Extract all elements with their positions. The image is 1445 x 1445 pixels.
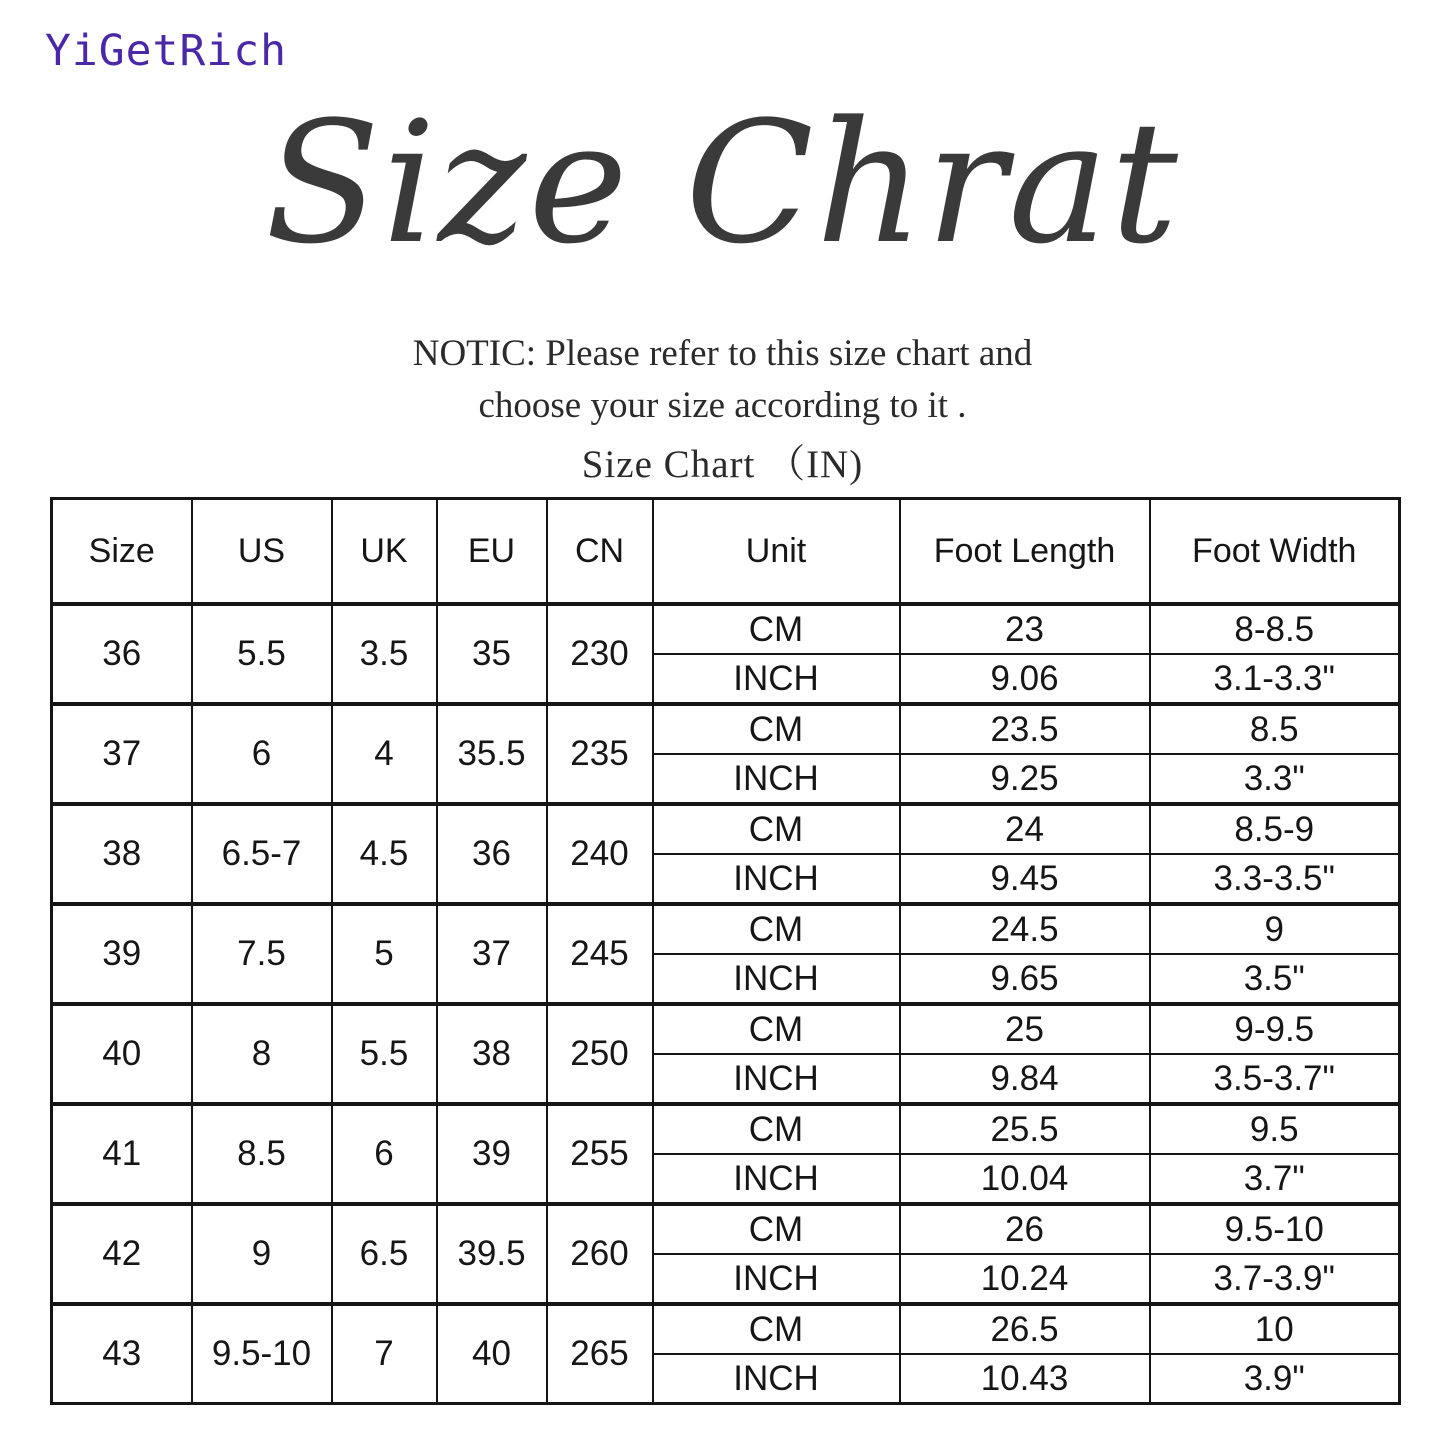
foot-width-cell: 9.5 <box>1150 1104 1400 1154</box>
size-cell: 37 <box>52 704 192 804</box>
table-row-size-43-cm <box>52 1304 1400 1354</box>
foot-length-cell: 23.5 <box>900 704 1150 754</box>
uk-cell: 4 <box>332 704 437 804</box>
uk-cell: 5 <box>332 904 437 1004</box>
unit-cell: CM <box>653 1304 900 1354</box>
table-row-size-37-cm <box>52 704 1400 754</box>
header-unit: Unit <box>653 499 900 605</box>
eu-cell: 35 <box>437 604 547 704</box>
foot-width-cell: 9 <box>1150 904 1400 954</box>
table-row-size-36-cm <box>52 604 1400 654</box>
uk-cell: 3.5 <box>332 604 437 704</box>
foot-length-cell: 9.65 <box>900 954 1150 1004</box>
foot-length-cell: 9.06 <box>900 654 1150 704</box>
uk-cell: 4.5 <box>332 804 437 904</box>
size-table <box>50 497 1401 1405</box>
header-cn: CN <box>547 499 653 605</box>
foot-length-cell: 9.84 <box>900 1054 1150 1104</box>
foot-length-cell: 25 <box>900 1004 1150 1054</box>
foot-width-cell: 8.5 <box>1150 704 1400 754</box>
foot-width-cell: 8-8.5 <box>1150 604 1400 654</box>
unit-cell: INCH <box>653 654 900 704</box>
size-cell: 42 <box>52 1204 192 1304</box>
eu-cell: 39 <box>437 1104 547 1204</box>
us-cell: 6 <box>192 704 332 804</box>
cn-cell: 250 <box>547 1004 653 1104</box>
us-cell: 9.5-10 <box>192 1304 332 1404</box>
table-header-row <box>52 499 1400 605</box>
cn-cell: 240 <box>547 804 653 904</box>
cn-cell: 260 <box>547 1204 653 1304</box>
uk-cell: 5.5 <box>332 1004 437 1104</box>
us-cell: 6.5-7 <box>192 804 332 904</box>
cn-cell: 265 <box>547 1304 653 1404</box>
foot-width-cell: 9.5-10 <box>1150 1204 1400 1254</box>
unit-cell: INCH <box>653 1154 900 1204</box>
header-uk: UK <box>332 499 437 605</box>
size-cell: 36 <box>52 604 192 704</box>
notice-line-1: NOTIC: Please refer to this size chart and <box>412 333 1033 374</box>
cn-cell: 235 <box>547 704 653 804</box>
size-cell: 39 <box>52 904 192 1004</box>
unit-cell: CM <box>653 604 900 654</box>
us-cell: 9 <box>192 1204 332 1304</box>
foot-width-cell: 10 <box>1150 1304 1400 1354</box>
table-row-size-41-cm <box>52 1104 1400 1154</box>
eu-cell: 37 <box>437 904 547 1004</box>
notice-line-2: choose your size according to it . <box>478 385 967 426</box>
cn-cell: 230 <box>547 604 653 704</box>
foot-width-cell: 3.5" <box>1150 954 1400 1004</box>
uk-cell: 7 <box>332 1304 437 1404</box>
eu-cell: 40 <box>437 1304 547 1404</box>
header-foot-width: Foot Width <box>1150 499 1400 605</box>
cn-cell: 245 <box>547 904 653 1004</box>
eu-cell: 35.5 <box>437 704 547 804</box>
foot-width-cell: 3.5-3.7" <box>1150 1054 1400 1104</box>
foot-width-cell: 3.3" <box>1150 754 1400 804</box>
foot-width-cell: 8.5-9 <box>1150 804 1400 854</box>
notice <box>0 328 1445 432</box>
us-cell: 7.5 <box>192 904 332 1004</box>
header-size: Size <box>52 499 192 605</box>
table-row-size-42-cm <box>52 1204 1400 1254</box>
foot-length-cell: 24 <box>900 804 1150 854</box>
header-us: US <box>192 499 332 605</box>
foot-length-cell: 10.04 <box>900 1154 1150 1204</box>
table-subtitle: Size Chart （IN) <box>581 443 864 486</box>
uk-cell: 6.5 <box>332 1204 437 1304</box>
foot-width-cell: 3.1-3.3" <box>1150 654 1400 704</box>
uk-cell: 6 <box>332 1104 437 1204</box>
us-cell: 8.5 <box>192 1104 332 1204</box>
foot-length-cell: 23 <box>900 604 1150 654</box>
table-row-size-40-cm <box>52 1004 1400 1054</box>
table-row-size-38-cm <box>52 804 1400 854</box>
unit-cell: CM <box>653 704 900 754</box>
foot-length-cell: 26.5 <box>900 1304 1150 1354</box>
cn-cell: 255 <box>547 1104 653 1204</box>
eu-cell: 38 <box>437 1004 547 1104</box>
unit-cell: CM <box>653 804 900 854</box>
unit-cell: CM <box>653 1104 900 1154</box>
foot-length-cell: 10.24 <box>900 1254 1150 1304</box>
table-row-size-39-cm <box>52 904 1400 954</box>
foot-length-cell: 10.43 <box>900 1354 1150 1404</box>
foot-width-cell: 3.9" <box>1150 1354 1400 1404</box>
us-cell: 5.5 <box>192 604 332 704</box>
foot-width-cell: 3.7" <box>1150 1154 1400 1204</box>
unit-cell: INCH <box>653 754 900 804</box>
eu-cell: 36 <box>437 804 547 904</box>
size-cell: 40 <box>52 1004 192 1104</box>
size-cell: 38 <box>52 804 192 904</box>
brand-logo: YiGetRich <box>45 26 287 76</box>
size-cell: 43 <box>52 1304 192 1404</box>
page-title: Size Chrat <box>265 85 1180 281</box>
eu-cell: 39.5 <box>437 1204 547 1304</box>
unit-cell: CM <box>653 1204 900 1254</box>
unit-cell: CM <box>653 1004 900 1054</box>
unit-cell: INCH <box>653 854 900 904</box>
foot-width-cell: 3.3-3.5" <box>1150 854 1400 904</box>
foot-width-cell: 9-9.5 <box>1150 1004 1400 1054</box>
header-foot-length: Foot Length <box>900 499 1150 605</box>
foot-length-cell: 24.5 <box>900 904 1150 954</box>
unit-cell: INCH <box>653 954 900 1004</box>
foot-length-cell: 25.5 <box>900 1104 1150 1154</box>
us-cell: 8 <box>192 1004 332 1104</box>
unit-cell: INCH <box>653 1354 900 1404</box>
unit-cell: INCH <box>653 1254 900 1304</box>
foot-length-cell: 26 <box>900 1204 1150 1254</box>
unit-cell: CM <box>653 904 900 954</box>
unit-cell: INCH <box>653 1054 900 1104</box>
size-cell: 41 <box>52 1104 192 1204</box>
foot-width-cell: 3.7-3.9" <box>1150 1254 1400 1304</box>
foot-length-cell: 9.45 <box>900 854 1150 904</box>
foot-length-cell: 9.25 <box>900 754 1150 804</box>
header-eu: EU <box>437 499 547 605</box>
